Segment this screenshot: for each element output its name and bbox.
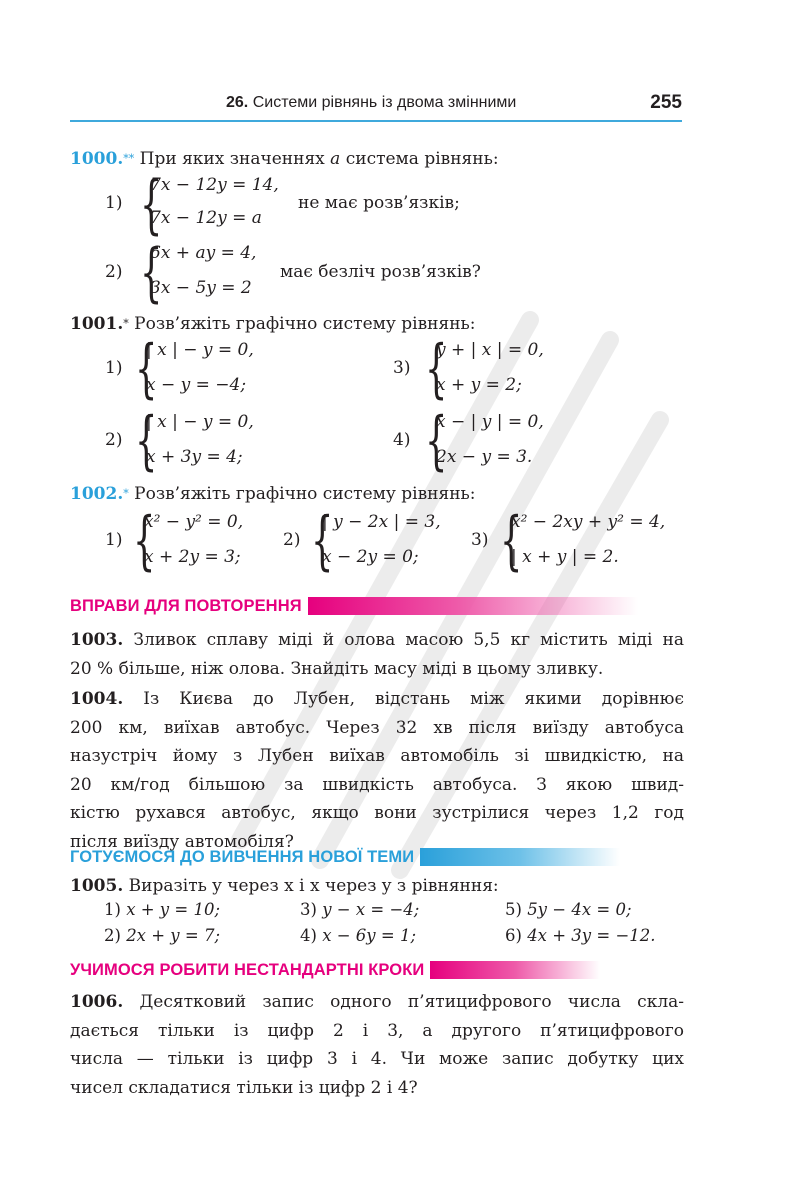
section-bar [308,597,638,615]
item-label: 2) [283,530,301,550]
running-header [70,92,682,122]
item-note: має безліч розв’язків? [280,262,481,282]
problem-1004: 1004. Із Києва до Лубен, відстань між якими дорівнює 200 км, виїхав автобус. Через 32 хв після виїзду автобуса назустріч йому з Лубен виїхав автомобіль зі швидкістю, на 20 км/год більшою за швидкість автобуса. З якою швид- кістю рухався автобус, якщо вони зустрілися через 1,2 год після виїзду автомобіля? [70,689,684,852]
equation: 2x − y = 3. [436,447,533,467]
system-brace: { [135,332,158,406]
system-brace: { [140,168,163,242]
item-label: 1) [105,530,123,550]
section-prepare-heading: ГОТУЄМОСЯ ДО ВИВЧЕННЯ НОВОЇ ТЕМИ [70,845,620,869]
problem-1002-heading: 1002.* Розв’яжіть графічно систему рівнянь: [70,484,476,504]
section-nonstandard-heading: УЧИМОСЯ РОБИТИ НЕСТАНДАРТНІ КРОКИ [70,958,600,982]
equation: 6x + ay = 4, [150,243,257,263]
system-brace: { [425,332,448,406]
equation: x² − y² = 0, [144,512,244,532]
system-brace: { [140,236,163,310]
exercise-item: 6) 4x + 3y = −12. [505,926,656,945]
equation: | y − 2x | = 3, [322,512,441,532]
system-brace: { [133,504,156,578]
item-label: 3) [471,530,489,550]
problem-1001-heading: 1001.* Розв’яжіть графічно систему рівнянь: [70,314,476,334]
equation: x + 3y = 4; [146,447,243,467]
equation: 7x − 12y = a [150,208,262,228]
problem-1000-heading: 1000.** При яких значеннях a система рівнянь: [70,149,499,169]
item-label: 2) [105,262,123,282]
problem-1003: 1003. Зливок сплаву міді й олова масою 5,5 кг містить міді на 20 % більше, ніж олова. Знайдіть масу міді в цьому зливку. [70,630,684,679]
equation: | x | − y = 0, [146,340,254,360]
exercise-item: 4) x − 6y = 1; [300,926,416,945]
equation: x + y = 2; [436,375,522,395]
problem-1006: 1006. Десятковий запис одного п’ятицифрового числа скла- дається тільки із цифр 2 і 3, а другого п’ятицифрового числа — тільки із цифр 3 і 4. Чи може запис добутку цих чисел складатися тільки із цифр 2 і 4? [70,992,684,1098]
system-brace: { [500,504,523,578]
equation: y + | x | = 0, [436,340,544,360]
item-note: не має розв’язків; [298,193,460,213]
section-bar [430,961,600,979]
section-review-heading: ВПРАВИ ДЛЯ ПОВТОРЕННЯ [70,594,638,618]
equation: | x + y | = 2. [511,547,619,567]
equation: x + 2y = 3; [144,547,241,567]
exercise-item: 1) x + y = 10; [104,900,220,919]
section-bar [420,848,620,866]
item-label: 4) [393,430,411,450]
system-brace: { [425,404,448,478]
system-brace: { [135,404,158,478]
exercise-item: 2) 2x + y = 7; [104,926,220,945]
equation: x − 2y = 0; [322,547,419,567]
equation: x − | y | = 0, [436,412,544,432]
equation: x² − 2xy + y² = 4, [511,512,666,532]
equation: x − y = −4; [146,375,247,395]
page-number: 255 [650,92,682,113]
exercise-item: 5) 5y − 4x = 0; [505,900,632,919]
problem-1005-heading: 1005. Виразіть y через x і x через y з рівняння: [70,876,499,896]
equation: 3x − 5y = 2 [150,278,252,298]
chapter-title: 26. Системи рівнянь із двома змінними [226,94,517,111]
item-label: 3) [393,358,411,378]
equation: | x | − y = 0, [146,412,254,432]
exercise-item: 3) y − x = −4; [300,900,420,919]
item-label: 2) [105,430,123,450]
equation: 7x − 12y = 14, [150,175,279,195]
system-brace: { [311,504,334,578]
item-label: 1) [105,193,123,213]
item-label: 1) [105,358,123,378]
